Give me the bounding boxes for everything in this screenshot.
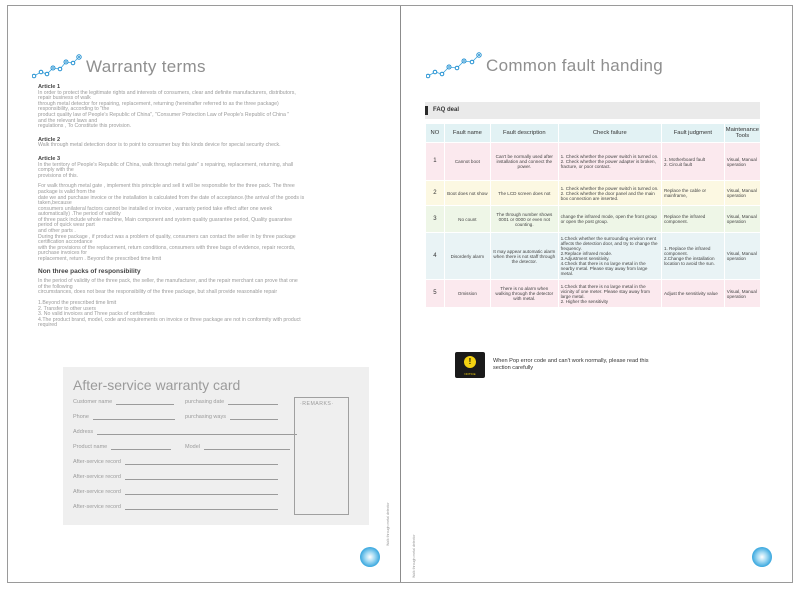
- cell-fault-description: There is no alarm when walking through the detector with metal.: [490, 280, 558, 308]
- customer-name-field: Customer name: [73, 398, 174, 405]
- cell-fault-description: The LCD screen does not: [490, 181, 558, 206]
- address-field: Address: [73, 428, 297, 435]
- three-pack-line: with the provisions of the replacement, return conditions, consumers with three bags of evidence, repair records,: [38, 244, 296, 251]
- col-no: NO: [426, 124, 445, 143]
- responsibility-item: 4.The product brand, model, code and requirements on invoice or three package are not in conformity with product: [38, 316, 301, 323]
- table-row: [426, 233, 761, 280]
- service-record-2: After-service record: [73, 473, 278, 480]
- table-header-row: [426, 124, 761, 143]
- article-3-line: In the territory of People's Republic of China, walk through metal gate" s repairing, replacement, returning, shall: [38, 161, 294, 168]
- notice-icon: ! NOTICE: [455, 352, 485, 378]
- notice-box: [455, 352, 653, 378]
- brand-logo-icon: [752, 547, 772, 567]
- responsibility-item: 2. Transfer to other users: [38, 305, 96, 312]
- cell-no: 3: [426, 206, 445, 233]
- cell-maintenance-tools: Visual, Manual operation: [724, 143, 760, 181]
- cell-check-failure: 1.Check that there is no large metal in the vicinity of one meter. Please stay away from large metal. 2. Higher the sensitivity: [558, 280, 661, 308]
- cell-maintenance-tools: Visual, Manual operation: [724, 181, 760, 206]
- article-1-line: repair business of walk: [38, 95, 91, 102]
- service-record-4: After-service record: [73, 503, 278, 510]
- cell-no: 5: [426, 280, 445, 308]
- warranty-header: [32, 54, 206, 80]
- cell-fault-description: The through number shows 0001 or 0000 or even not counting.: [490, 206, 558, 233]
- warranty-title: Warranty terms: [86, 57, 206, 76]
- cell-fault-description: It may appear automatic alarm when there is not staff through the detector.: [490, 233, 558, 280]
- three-pack-line: consumers unilateral factors cannot be installed or invoice , warranty period take effect after one week: [38, 205, 273, 212]
- responsibility-line: of the following: [38, 283, 73, 290]
- card-title: After-service warranty card: [73, 377, 241, 393]
- cell-check-failure: 1. Check whether the power switch is turned on. 2. Check whether the door panel and the main box connection are inserted.: [558, 181, 661, 206]
- cell-fault-judgment: Replace the infrared component.: [661, 206, 724, 233]
- col-fault-name: Fault name: [444, 124, 490, 143]
- service-record-3: After-service record: [73, 488, 278, 495]
- three-pack-line: of three pack include whole machine, Main component and system quality guarantee period, Quality guarantee: [38, 216, 293, 223]
- col-fault-judgment: Fault judgment: [661, 124, 724, 143]
- cell-fault-name: Boot does not show: [444, 181, 490, 206]
- article-1-line: product quality law of People's Republic of China", "Consumer Protection Law of People's Republic of China ": [38, 111, 290, 118]
- right-footer-text: Walk through metal detector: [412, 534, 416, 578]
- article-1-title: Article 1: [38, 84, 61, 90]
- article-3-title: Article 3: [38, 155, 61, 162]
- cell-fault-judgment: 1. Motherboard fault 2. Circuit fault: [661, 143, 724, 181]
- fault-header: [426, 52, 663, 80]
- three-pack-line: For walk through metal gate , implement this principle and sell it will be responsible for the three pack. The three: [38, 183, 295, 190]
- article-3-line: comply with the: [38, 167, 74, 174]
- cell-fault-name: Cannot boot: [444, 143, 490, 181]
- responsibility-item: required: [38, 322, 58, 329]
- table-row: [426, 206, 761, 233]
- dots-logo-icon: [426, 52, 482, 80]
- col-fault-description: Fault description: [490, 124, 558, 143]
- three-pack-line: period of quick wear part: [38, 222, 95, 229]
- responsibility-line: In the period of validity of the three pack, the seller, the manufacturer, and the repair merchant can prove that one: [38, 278, 298, 285]
- article-2-title: Article 2: [38, 136, 61, 143]
- purchasing-ways-field: purchasing ways: [185, 413, 278, 420]
- three-pack-text: [38, 184, 378, 262]
- cell-fault-name: Disorderly alarm: [444, 233, 490, 280]
- article-3-text: [38, 163, 378, 180]
- cell-no: 1: [426, 143, 445, 181]
- cell-maintenance-tools: Visual, Manual operation: [724, 280, 760, 308]
- remarks-label: ·REMARKS·: [300, 401, 334, 407]
- phone-field: Phone: [73, 413, 175, 420]
- three-pack-line: replacement, return . Beyond the prescribed time limit: [38, 256, 162, 263]
- fault-title: Common fault handing: [486, 56, 664, 75]
- cell-fault-description: Can't be normally used after installation and connect the power.: [490, 143, 558, 181]
- cell-check-failure: 1.Check whether the surrounding environ ment affects the detection door, and try to change the frequency. 2.Replace infrared mode. 3.Adjustment sensitivity. 4.Check that there is no large metal in the nearby metal. Please stay away from large metal.: [558, 233, 661, 280]
- col-check-failure: Check failure: [558, 124, 661, 143]
- three-pack-line: purchase invoices for: [38, 250, 88, 257]
- cell-fault-name: No count: [444, 206, 490, 233]
- fault-table: [425, 123, 761, 308]
- responsibility-line: circumstances, does not bear the responsibility of the three package, but shall provide reasonable repair: [38, 289, 278, 296]
- cell-fault-judgment: Adjust the sensitivity value: [661, 280, 724, 308]
- cell-maintenance-tools: Visual, Manual operation: [724, 233, 760, 280]
- article-2-line: Walk through metal detection door is to point to consumer buy this kinds device for special security check.: [38, 142, 281, 149]
- warranty-body: [38, 82, 378, 329]
- article-1-line: In order to protect the legitimate rights and interests of consumers, clear and definite manufacturers, distributors,: [38, 89, 296, 96]
- cell-fault-name: Omission: [444, 280, 490, 308]
- article-1-line: through metal detector for repairing, replacement, returning (hereinafter referred to as the three package): [38, 100, 279, 107]
- service-record-1: After-service record: [73, 458, 278, 465]
- cell-fault-judgment: Replace the cable or mainframe。: [661, 181, 724, 206]
- table-row: [426, 181, 761, 206]
- article-1-line: regulations , To Constitute this provision.: [38, 123, 132, 130]
- purchasing-date-field: purchasing date: [185, 398, 278, 405]
- three-pack-line: certification accordance: [38, 239, 93, 246]
- faq-label: FAQ deal: [433, 107, 460, 113]
- three-pack-line: taken,because: [38, 200, 72, 207]
- notice-text: When Pop error code and can't work normally, please read this section carefully: [493, 358, 649, 371]
- three-pack-line: package is valid from the: [38, 188, 96, 195]
- three-pack-line: automatically) .The period of validity: [38, 211, 121, 218]
- model-field: Model: [185, 443, 290, 450]
- three-pack-line: During three package , if product was a problem of quality, consumers can contact the seller in by three package: [38, 233, 296, 240]
- three-pack-line: date we and purchase invoice or the installation is calculated from the date of acceptance.(the arrival of the goods is: [38, 194, 305, 201]
- table-row: [426, 143, 761, 181]
- remarks-box: [294, 397, 349, 515]
- warranty-card: [63, 367, 369, 525]
- responsibility-text: [38, 279, 378, 296]
- cell-maintenance-tools: Visual, Manual operation: [724, 206, 760, 233]
- product-name-field: Product name: [73, 443, 171, 450]
- cell-fault-judgment: 1. Replace the infrared component. 2.Change the installation location to avoid the sun.: [661, 233, 724, 280]
- responsibility-subhead: Non three packs of responsibility: [38, 267, 141, 275]
- cell-no: 4: [426, 233, 445, 280]
- col-maintenance-tools: Maintenance Tools: [724, 124, 760, 143]
- left-footer-text: Walk through metal detector: [386, 502, 390, 546]
- table-row: [426, 280, 761, 308]
- responsibility-list: [38, 301, 378, 329]
- left-page: [8, 6, 400, 582]
- responsibility-item: 1.Beyond the prescribed time limit: [38, 300, 117, 306]
- cell-check-failure: change the infrared mode, open the front group or open the post group.: [558, 206, 661, 233]
- cell-no: 2: [426, 181, 445, 206]
- three-pack-line: and other parts .: [38, 228, 76, 235]
- faq-accent: [425, 106, 428, 115]
- brand-logo-icon: [360, 547, 380, 567]
- dots-logo-icon: [32, 54, 82, 80]
- cell-check-failure: 1. Check whether the power switch is turned on. 2. Check whether the power adapter is broken, fracture, or poor contact.: [558, 143, 661, 181]
- article-1-line: and the relevant laws and: [38, 117, 98, 124]
- faq-bar: [425, 102, 760, 119]
- responsibility-item: 3. No valid invoices and Three packs of certificates: [38, 311, 155, 318]
- article-1-text: [38, 91, 378, 130]
- article-1-line: responsibility, according to "the: [38, 106, 110, 113]
- article-3-line: provisions of this.: [38, 172, 79, 179]
